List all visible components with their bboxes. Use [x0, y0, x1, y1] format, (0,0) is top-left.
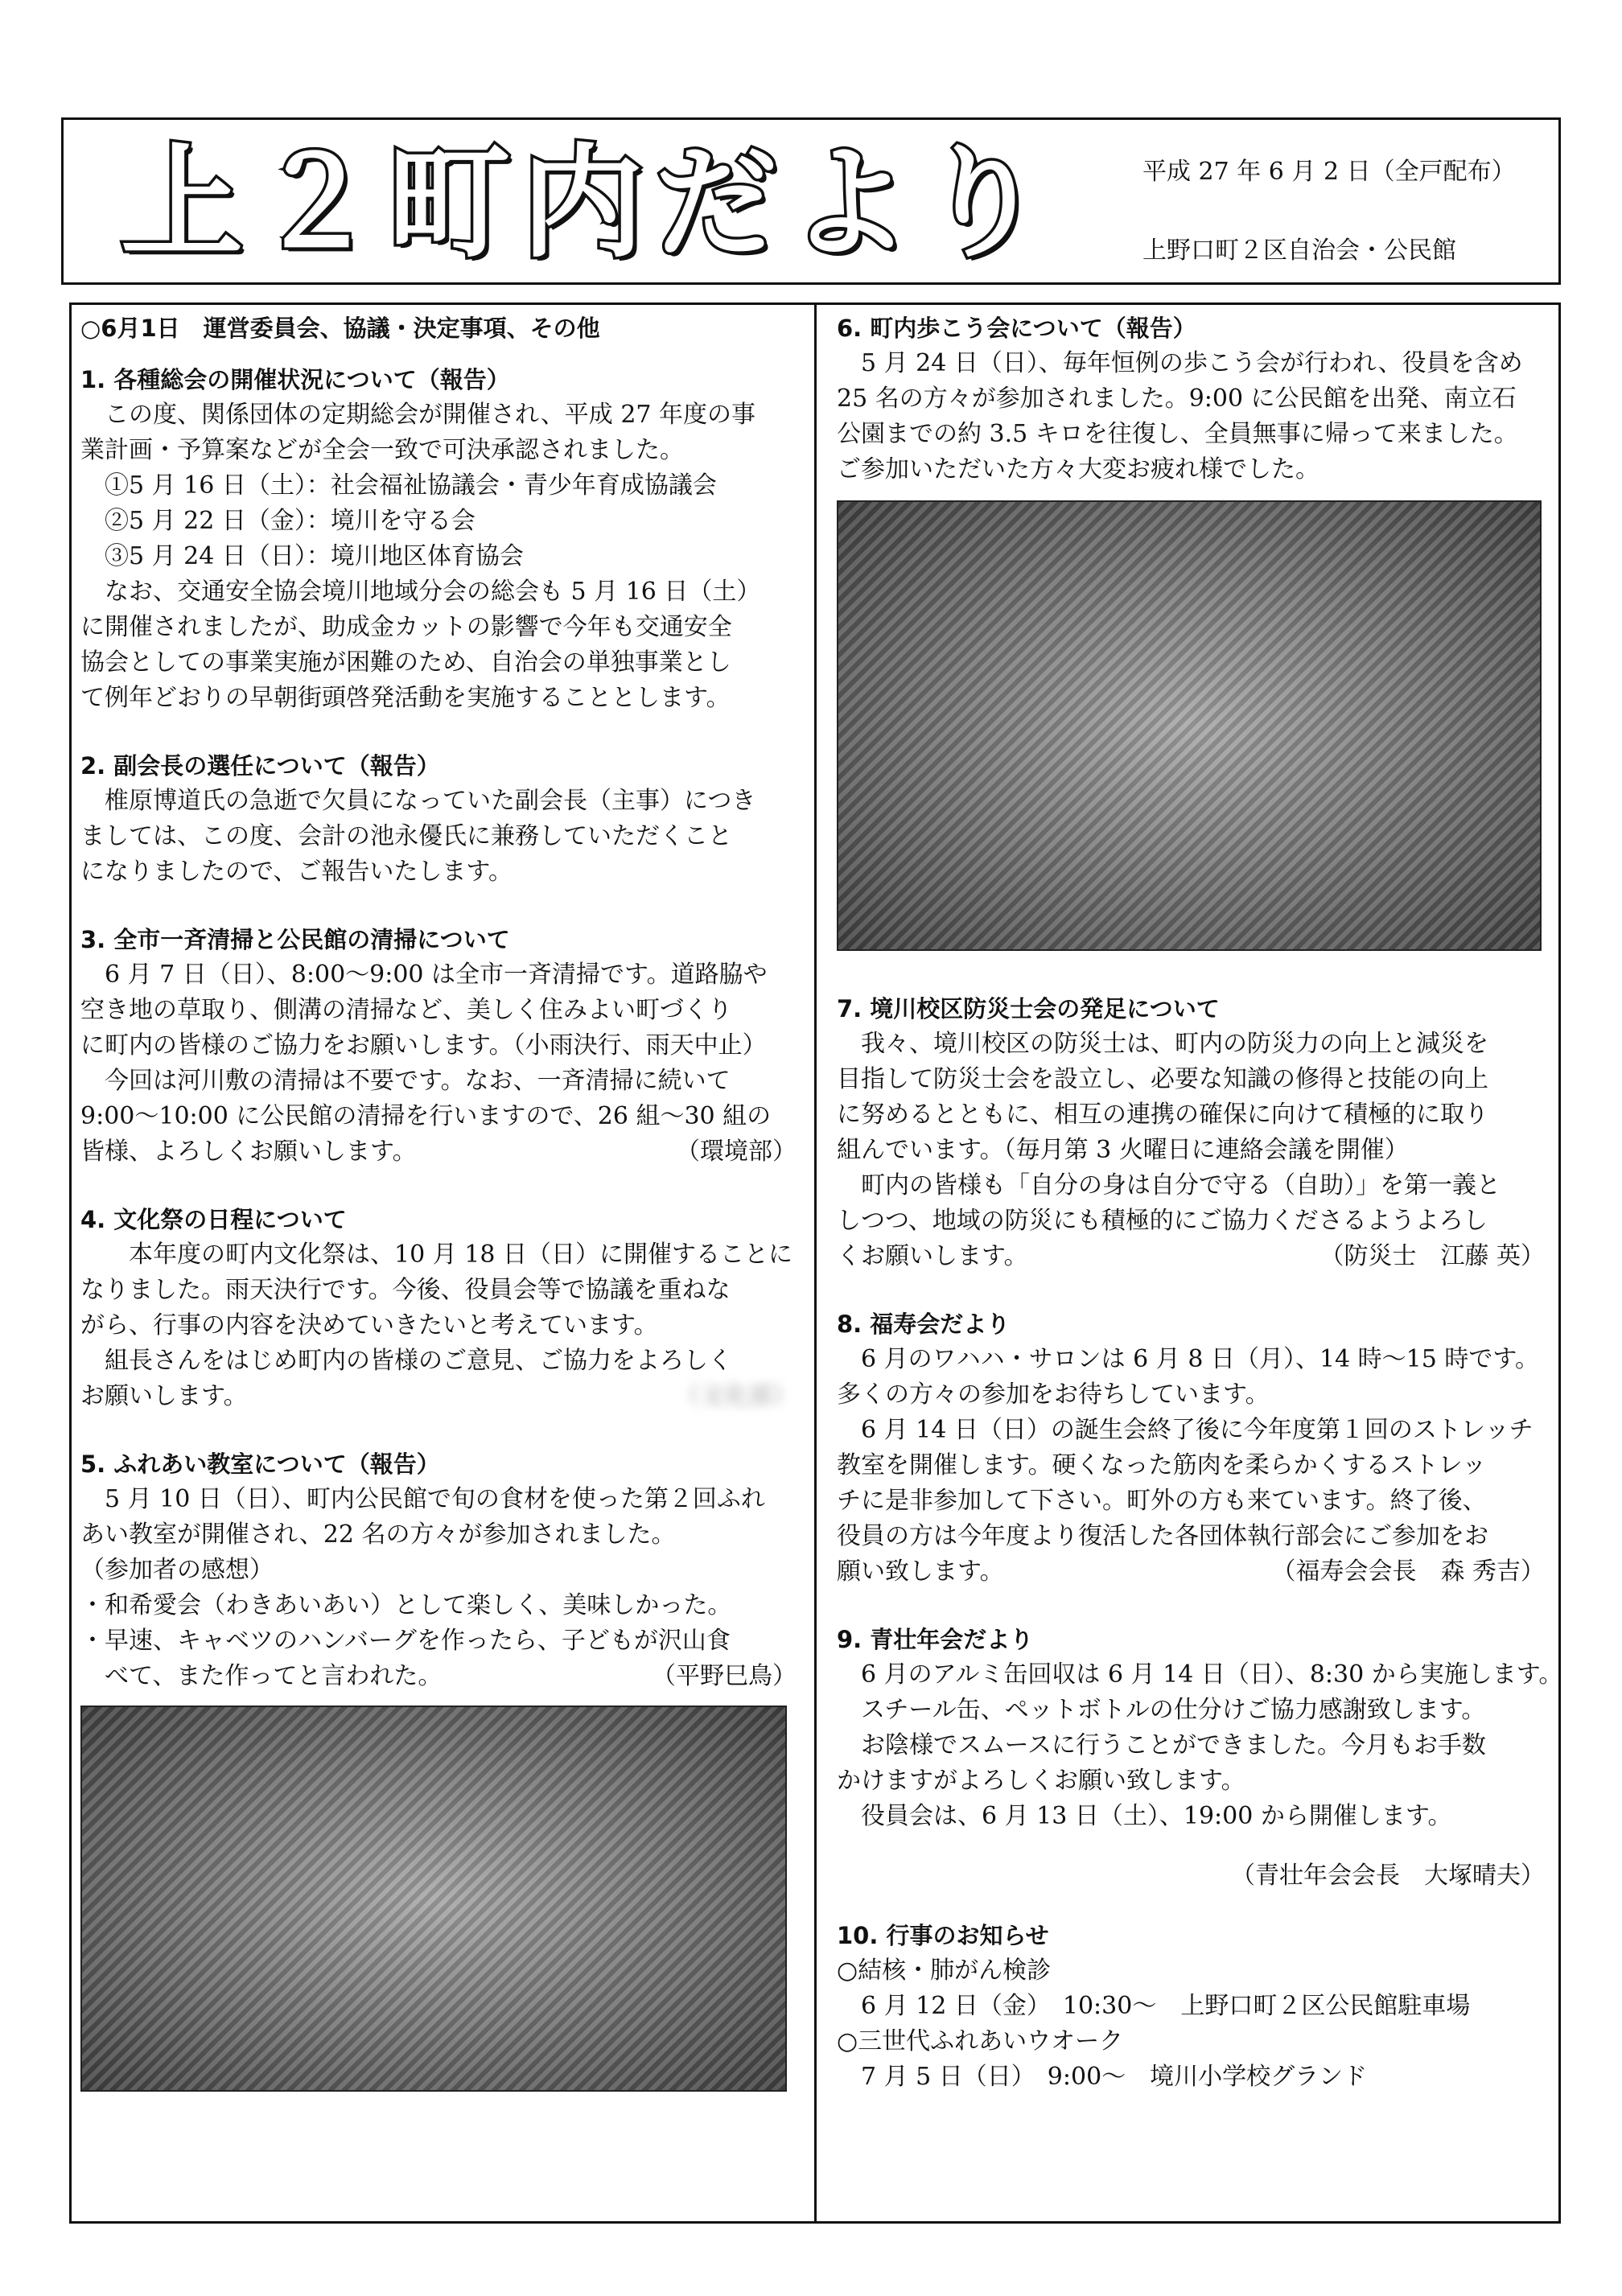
text-line: に町内の皆様のご協力をお願いします。（小雨決行、雨天中止） — [80, 1031, 767, 1060]
signature: （環境部） — [676, 1138, 797, 1166]
section-walking-event — [837, 311, 1545, 951]
meeting-heading: ○6月1日 運営委員会、協議・決定事項、その他 — [80, 315, 600, 342]
event-title: ○結核・肺がん検診 — [837, 1957, 1052, 1985]
text-line: 目指して防災士会を設立し、必要な知識の修得と技能の向上 — [837, 1065, 1488, 1093]
text-line: 協会としての事業実施が困難のため、自治会の単独事業とし — [80, 648, 731, 677]
text-line: 願い致します。 — [837, 1557, 1004, 1586]
section-event-notices — [837, 1918, 1545, 2095]
text-line: 6 月のワハハ・サロンは 6 月 8 日（月）、14 時～15 時です。 — [861, 1345, 1539, 1373]
text-line: 役員の方は今年度より復活した各団体執行部会にご参加をお — [837, 1522, 1488, 1550]
section-heading: 4. 文化祭の日程について — [80, 1206, 347, 1233]
text-line: になりましたので、ご報告いたします。 — [80, 858, 513, 886]
text-line: ご参加いただいた方々大変お疲れ様でした。 — [837, 455, 1319, 483]
text-line: に開催されましたが、助成金カットの影響で今年も交通安全 — [80, 613, 732, 641]
section-heading: 3. 全市一斉清掃と公民館の清掃について — [80, 926, 510, 953]
text-line: スチール缶、ペットボトルの仕分けご協力感謝致します。 — [861, 1696, 1486, 1724]
section-heading: 10. 行事のお知らせ — [837, 1922, 1049, 1949]
list-item: ③5 月 24 日（日）：境川地区体育協会 — [105, 542, 524, 570]
signature: （福寿会会長 森 秀吉） — [1271, 1557, 1545, 1586]
text-line: 椎原博道氏の急逝で欠員になっていた副会長（主事）につき — [105, 787, 756, 815]
signature: （青壮年会会長 大塚晴夫） — [1231, 1862, 1545, 1890]
event-detail: 6 月 12 日（金） 10:30～ 上野口町２区公民館駐車場 — [861, 1992, 1471, 2020]
section-disaster-prevention — [837, 991, 1545, 1274]
issue-date: 平成 27 年 6 月 2 日（全戸配布） — [1142, 158, 1516, 186]
list-item: ②5 月 22 日（金）：境川を守る会 — [105, 507, 475, 535]
text-line: しつつ、地域の防災にも積極的にご協力くださるようよろし — [837, 1207, 1488, 1235]
section-heading: 8. 福寿会だより — [837, 1311, 1011, 1338]
text-line: ましては、この度、会計の池永優氏に兼務していただくこと — [80, 822, 732, 850]
section-heading: 2. 副会長の選任について（報告） — [80, 752, 440, 780]
left-column — [80, 311, 797, 2092]
text-line: 教室を開催します。硬くなった筋肉を柔らかくするストレッ — [837, 1451, 1487, 1479]
text-line: 組んでいます。（毎月第 3 火曜日に連絡会議を開催） — [837, 1136, 1409, 1164]
signature-blurred: （文化部） — [676, 1382, 797, 1410]
text-line: なりました。雨天決行です。今後、役員会等で協議を重ねな — [80, 1276, 731, 1304]
newsletter-title: 上２町内だより — [121, 132, 1056, 274]
text-line: 多くの方々の参加をお待ちしています。 — [837, 1380, 1270, 1409]
bullet-item: ・早速、キャベツのハンバーグを作ったら、子どもが沢山食 — [80, 1627, 731, 1655]
text-line: お陰様でスムースに行うことができました。今月もお手数 — [861, 1731, 1486, 1759]
publisher-org: 上野口町２区自治会・公民館 — [1142, 237, 1456, 265]
right-column — [837, 311, 1563, 2095]
walking-group-photo — [837, 500, 1542, 951]
list-item: ①5 月 16 日（土）：社会福祉協議会・青少年育成協議会 — [105, 471, 717, 500]
text-line: 空き地の草取り、側溝の清掃など、美しく住みよい町づくり — [80, 996, 732, 1024]
text-line: （参加者の感想） — [80, 1556, 274, 1584]
text-line: あい教室が開催され、22 名の方々が参加されました。 — [80, 1520, 676, 1549]
cooking-class-photo — [80, 1706, 787, 2092]
bullet-item: べて、また作ってと言われた。 — [105, 1662, 443, 1690]
text-line: 業計画・予算案などが全会一致で可決承認されました。 — [80, 436, 684, 464]
bullet-item: ・和希愛会（わきあいあい）として楽しく、美味しかった。 — [80, 1591, 732, 1619]
column-divider — [814, 302, 817, 2224]
text-line: 25 名の方々が参加されました。9:00 に公民館を出発、南立石 — [837, 385, 1517, 413]
section-heading: 9. 青壮年会だより — [837, 1626, 1034, 1653]
text-line: 役員会は、6 月 13 日（土）、19:00 から開催します。 — [861, 1802, 1452, 1830]
section-fukuju-club — [837, 1306, 1545, 1590]
event-title: ○三世代ふれあいウオーク — [837, 2027, 1124, 2055]
text-line: くお願いします。 — [837, 1242, 1028, 1270]
text-line: 6 月 14 日（日）の誕生会終了後に今年度第１回のストレッチ — [861, 1416, 1533, 1444]
text-line: 今回は河川敷の清掃は不要です。なお、一斉清掃に続いて — [105, 1067, 731, 1095]
text-line: 組長さんをはじめ町内の皆様のご意見、ご協力をよろしく — [105, 1347, 732, 1375]
event-detail: 7 月 5 日（日） 9:00～ 境川小学校グランド — [861, 2063, 1368, 2091]
text-line: お願いします。 — [80, 1382, 248, 1410]
section-heading: 5. ふれあい教室について（報告） — [80, 1450, 440, 1478]
section-cleaning — [80, 922, 797, 1170]
text-line: 皆様、よろしくお願いします。 — [80, 1138, 417, 1166]
text-line: 6 月 7 日（日）、8:00～9:00 は全市一斉清掃です。道路脇や — [105, 961, 768, 989]
text-line: チに是非参加して下さい。町外の方も来ています。終了後、 — [837, 1487, 1487, 1515]
section-youth-association — [837, 1622, 1563, 1894]
text-line: 5 月 10 日（日）、町内公民館で旬の食材を使った第２回ふれ — [105, 1485, 765, 1513]
text-line: なお、交通安全協会境川地域分会の総会も 5 月 16 日（土） — [105, 578, 761, 606]
text-line: 公園までの約 3.5 キロを往復し、全員無事に帰って来ました。 — [837, 420, 1518, 448]
text-line: て例年どおりの早朝街頭啓発活動を実施することとします。 — [80, 684, 731, 712]
section-vice-president — [80, 748, 797, 890]
section-culture-festival — [80, 1202, 797, 1414]
text-line: 9:00～10:00 に公民館の清掃を行いますので、26 組～30 組の — [80, 1102, 772, 1130]
text-line: に努めるとともに、相互の連携の確保に向けて積極的に取り — [837, 1101, 1488, 1129]
text-line: 町内の皆様も「自分の身は自分で守る（自助）」を第一義と — [861, 1171, 1501, 1199]
signature: （平野巳鳥） — [652, 1662, 797, 1690]
text-line: かけますがよろしくお願い致します。 — [837, 1767, 1245, 1795]
text-line: 我々、境川校区の防災士は、町内の防災力の向上と減災を — [861, 1030, 1488, 1058]
section-heading: 7. 境川校区防災士会の発足について — [837, 995, 1220, 1023]
text-line: この度、関係団体の定期総会が開催され、平成 27 年度の事 — [105, 401, 756, 429]
section-general-meetings — [80, 362, 797, 716]
text-line: 本年度の町内文化祭は、10 月 18 日（日）に開催することに — [129, 1241, 792, 1269]
signature: （防災士 江藤 英） — [1319, 1242, 1545, 1270]
section-heading: 1. 各種総会の開催状況について（報告） — [80, 366, 510, 393]
text-line: 5 月 24 日（日）、毎年恒例の歩こう会が行われ、役員を含め — [861, 349, 1523, 377]
text-line: がら、行事の内容を決めていきたいと考えています。 — [80, 1311, 658, 1339]
text-line: 6 月のアルミ缶回収は 6 月 14 日（日）、8:30 から実施します。 — [861, 1660, 1563, 1689]
section-heading: 6. 町内歩こう会について（報告） — [837, 315, 1196, 342]
section-fureai-class — [80, 1446, 797, 2092]
